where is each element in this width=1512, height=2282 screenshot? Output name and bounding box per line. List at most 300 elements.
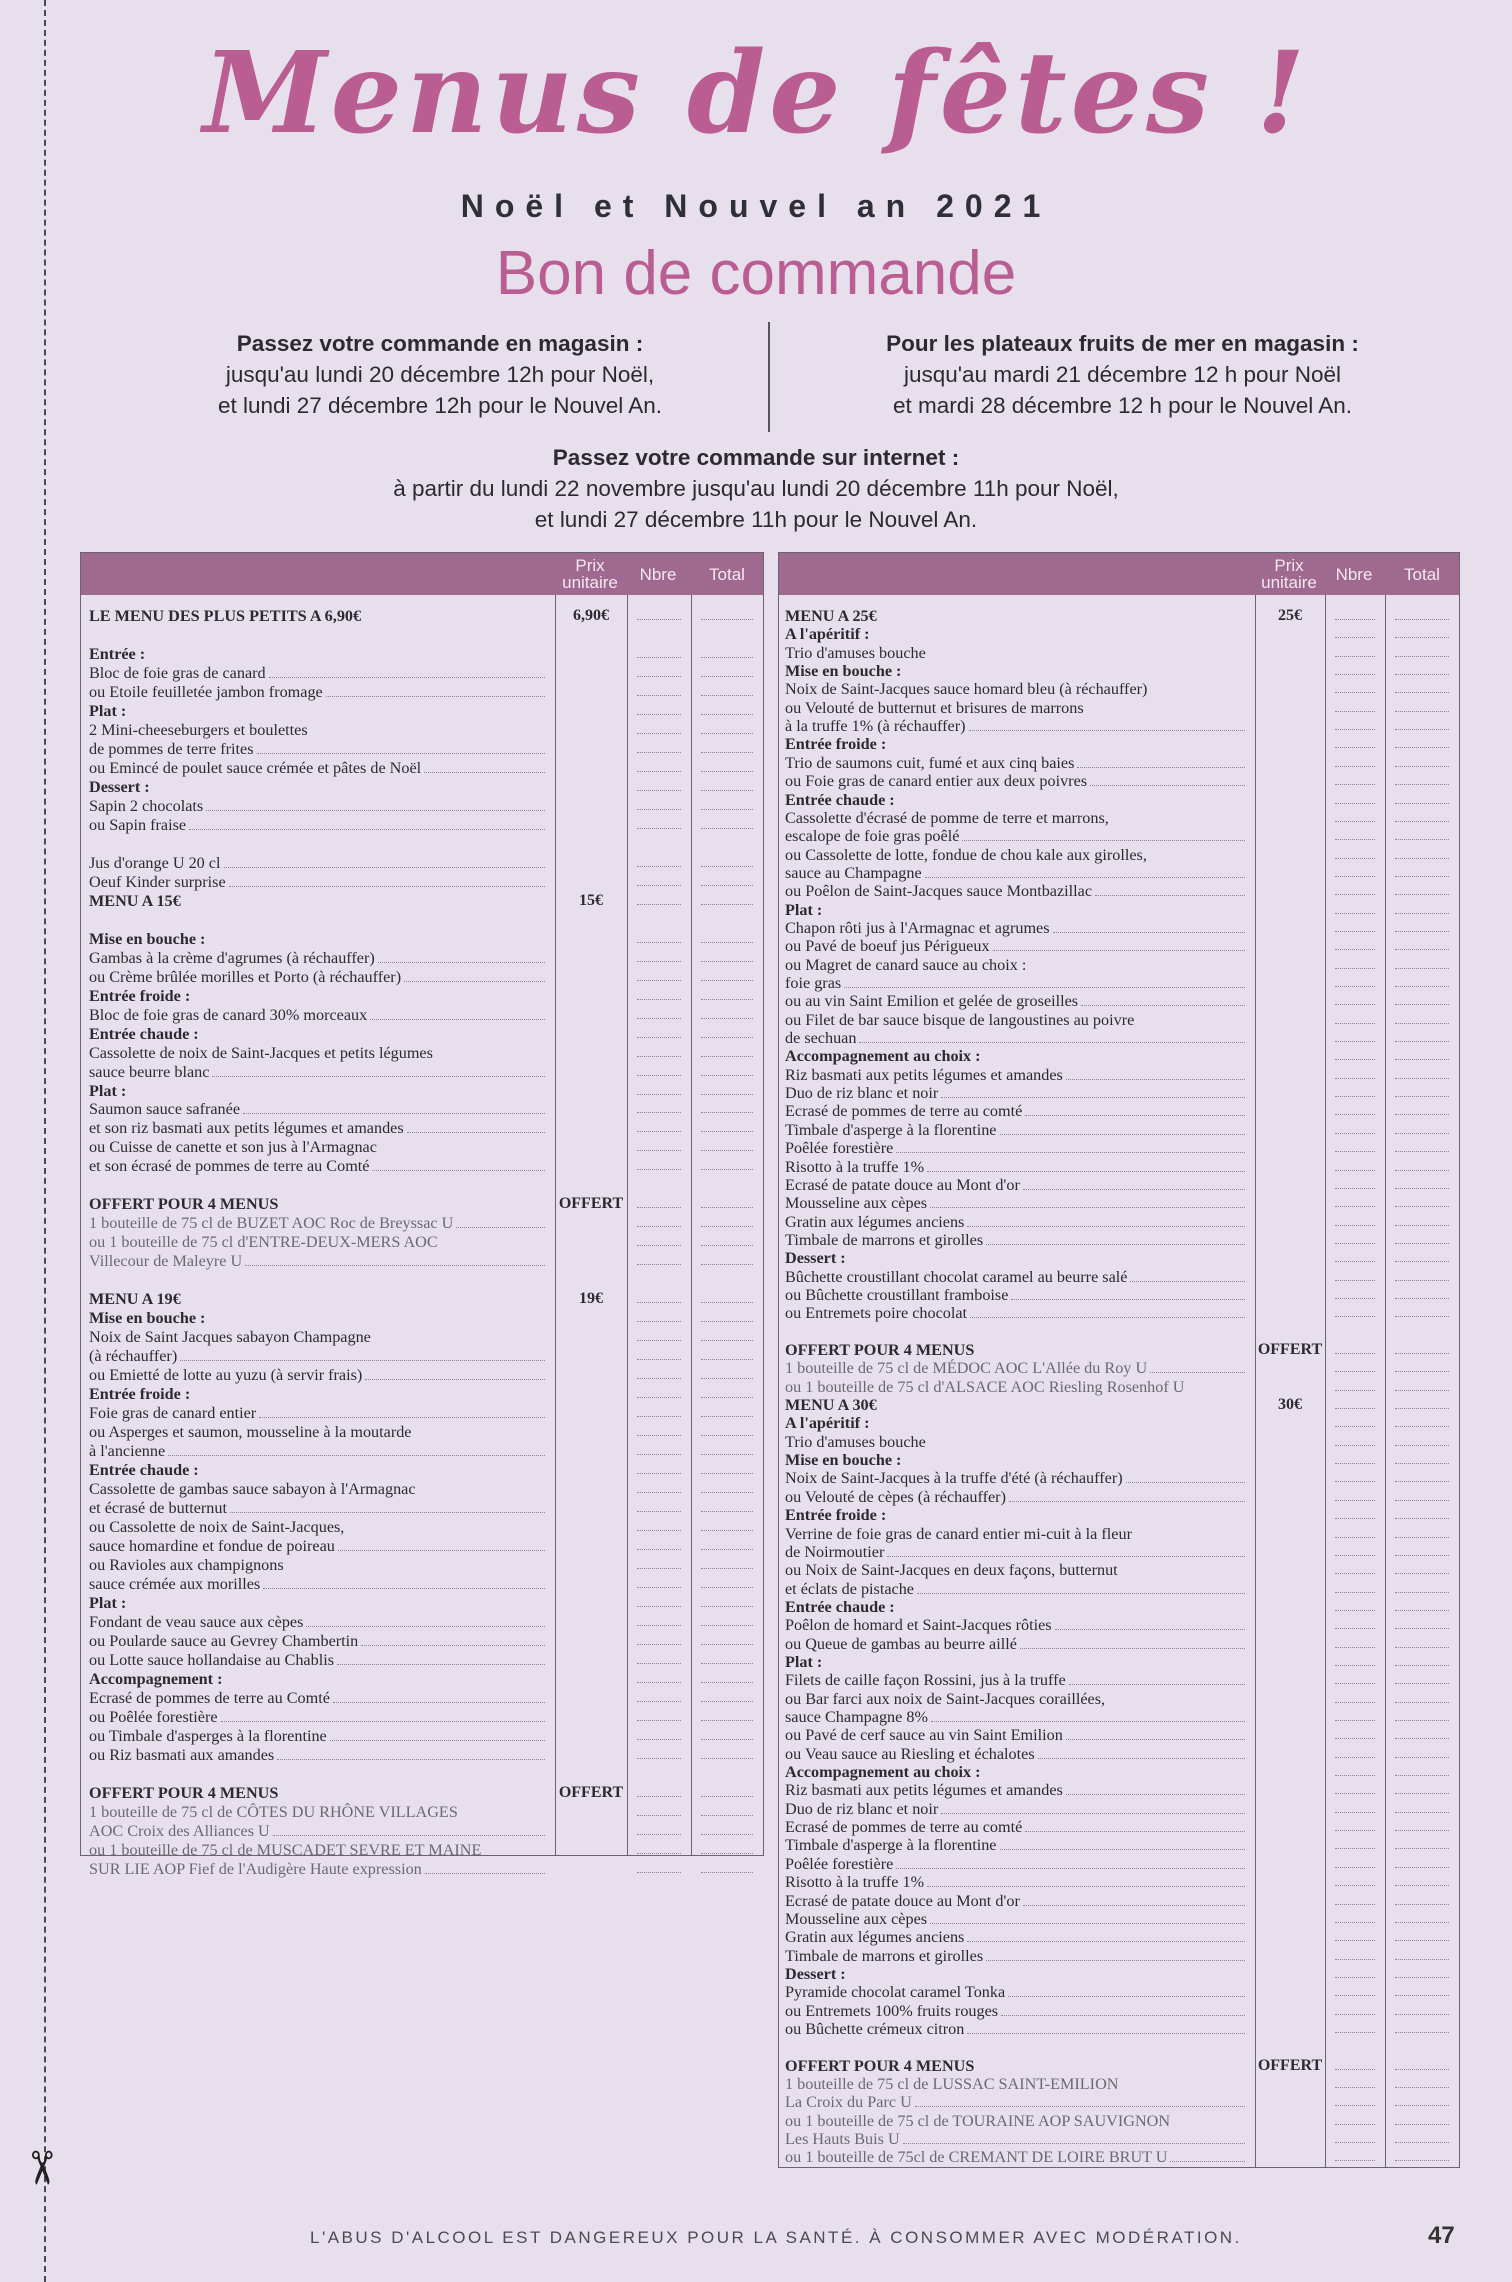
quantity-field[interactable] — [637, 904, 681, 905]
total-field[interactable] — [701, 1701, 753, 1702]
total-field[interactable] — [701, 733, 753, 734]
total-field[interactable] — [1395, 821, 1449, 822]
quantity-field[interactable] — [1335, 968, 1375, 969]
total-field[interactable] — [701, 1245, 753, 1246]
total-field[interactable] — [701, 1037, 753, 1038]
total-field[interactable] — [1395, 1463, 1449, 1464]
total-field[interactable] — [701, 714, 753, 715]
total-field[interactable] — [1395, 1757, 1449, 1758]
total-field[interactable] — [1395, 766, 1449, 767]
total-field[interactable] — [1395, 1353, 1449, 1354]
quantity-field[interactable] — [637, 1568, 681, 1569]
quantity-field[interactable] — [637, 1226, 681, 1227]
total-field[interactable] — [1395, 656, 1449, 657]
quantity-field[interactable] — [637, 676, 681, 677]
quantity-field[interactable] — [1335, 1610, 1375, 1611]
unit-price: OFFERT — [558, 1783, 624, 1801]
quantity-field[interactable] — [637, 1207, 681, 1208]
quantity-field[interactable] — [1335, 1977, 1375, 1978]
total-field[interactable] — [1395, 1261, 1449, 1262]
quantity-field[interactable] — [1335, 656, 1375, 657]
quantity-field[interactable] — [637, 828, 681, 829]
quantity-field[interactable] — [1335, 821, 1375, 822]
total-field[interactable] — [1395, 913, 1449, 914]
total-field[interactable] — [1395, 1518, 1449, 1519]
total-field[interactable] — [1395, 876, 1449, 877]
quantity-field[interactable] — [637, 980, 681, 981]
quantity-field[interactable] — [1335, 1830, 1375, 1831]
total-field[interactable] — [1395, 1371, 1449, 1372]
quantity-field[interactable] — [637, 1739, 681, 1740]
total-field[interactable] — [1395, 1481, 1449, 1482]
total-field[interactable] — [701, 866, 753, 867]
quantity-field[interactable] — [637, 1435, 681, 1436]
quantity-field[interactable] — [637, 1018, 681, 1019]
total-field[interactable] — [1395, 1922, 1449, 1923]
total-field[interactable] — [701, 1796, 753, 1797]
total-field[interactable] — [701, 1853, 753, 1854]
quantity-field[interactable] — [637, 657, 681, 658]
quantity-field[interactable] — [1335, 1206, 1375, 1207]
total-field[interactable] — [1395, 1206, 1449, 1207]
total-field[interactable] — [1395, 803, 1449, 804]
quantity-field[interactable] — [1335, 1280, 1375, 1281]
quantity-field[interactable] — [1335, 1133, 1375, 1134]
total-field[interactable] — [701, 1872, 753, 1873]
total-field[interactable] — [1395, 839, 1449, 840]
quantity-field[interactable] — [637, 1606, 681, 1607]
quantity-field[interactable] — [1335, 1225, 1375, 1226]
quantity-field[interactable] — [637, 999, 681, 1000]
total-field[interactable] — [701, 619, 753, 620]
total-field[interactable] — [701, 1644, 753, 1645]
total-field[interactable] — [1395, 1151, 1449, 1152]
quantity-field[interactable] — [637, 1416, 681, 1417]
total-field[interactable] — [1395, 1243, 1449, 1244]
total-field[interactable] — [1395, 1096, 1449, 1097]
total-field[interactable] — [701, 676, 753, 677]
total-field[interactable] — [701, 961, 753, 962]
leader-dots — [259, 1417, 545, 1418]
leader-dots — [930, 1923, 1245, 1924]
quantity-field[interactable] — [637, 1853, 681, 1854]
quantity-field[interactable] — [1335, 747, 1375, 748]
total-field[interactable] — [1395, 1647, 1449, 1648]
quantity-field[interactable] — [1335, 1004, 1375, 1005]
total-field[interactable] — [1395, 1793, 1449, 1794]
quantity-field[interactable] — [637, 1264, 681, 1265]
total-field[interactable] — [1395, 674, 1449, 675]
quantity-field[interactable] — [1335, 2032, 1375, 2033]
total-field[interactable] — [1395, 1904, 1449, 1905]
quantity-field[interactable] — [637, 1321, 681, 1322]
quantity-field[interactable] — [1335, 949, 1375, 950]
quantity-field[interactable] — [637, 1169, 681, 1170]
total-field[interactable] — [1395, 2069, 1449, 2070]
quantity-field[interactable] — [1335, 729, 1375, 730]
quantity-field[interactable] — [1335, 894, 1375, 895]
total-field[interactable] — [1395, 1720, 1449, 1721]
total-field[interactable] — [701, 1378, 753, 1379]
total-field[interactable] — [1395, 1940, 1449, 1941]
quantity-field[interactable] — [1335, 1316, 1375, 1317]
quantity-field[interactable] — [637, 1340, 681, 1341]
quantity-field[interactable] — [1335, 2069, 1375, 2070]
quantity-field[interactable] — [637, 1150, 681, 1151]
quantity-field[interactable] — [1335, 913, 1375, 914]
total-field[interactable] — [701, 771, 753, 772]
total-field[interactable] — [1395, 1592, 1449, 1593]
quantity-field[interactable] — [637, 1473, 681, 1474]
total-field[interactable] — [701, 1682, 753, 1683]
total-field[interactable] — [1395, 1426, 1449, 1427]
quantity-field[interactable] — [1335, 2087, 1375, 2088]
total-field[interactable] — [1395, 858, 1449, 859]
quantity-field[interactable] — [1335, 2160, 1375, 2161]
quantity-field[interactable] — [1335, 1628, 1375, 1629]
total-field[interactable] — [1395, 1537, 1449, 1538]
total-field[interactable] — [1395, 2032, 1449, 2033]
quantity-field[interactable] — [1335, 1738, 1375, 1739]
total-field[interactable] — [701, 1625, 753, 1626]
quantity-field[interactable] — [637, 619, 681, 620]
total-field[interactable] — [701, 1549, 753, 1550]
quantity-field[interactable] — [637, 1644, 681, 1645]
quantity-field[interactable] — [637, 1815, 681, 1816]
total-field[interactable] — [1395, 1298, 1449, 1299]
total-field[interactable] — [1395, 1610, 1449, 1611]
quantity-field[interactable] — [637, 1758, 681, 1759]
quantity-field[interactable] — [637, 1530, 681, 1531]
total-field[interactable] — [1395, 2087, 1449, 2088]
quantity-field[interactable] — [1335, 1848, 1375, 1849]
quantity-field[interactable] — [1335, 1426, 1375, 1427]
quantity-field[interactable] — [1335, 1555, 1375, 1556]
total-field[interactable] — [701, 942, 753, 943]
quantity-field[interactable] — [1335, 1059, 1375, 1060]
total-field[interactable] — [701, 828, 753, 829]
total-field[interactable] — [701, 1112, 753, 1113]
total-field[interactable] — [1395, 1977, 1449, 1978]
total-field[interactable] — [701, 1094, 753, 1095]
quantity-field[interactable] — [637, 1454, 681, 1455]
quantity-field[interactable] — [1335, 1904, 1375, 1905]
quantity-field[interactable] — [637, 1131, 681, 1132]
quantity-field[interactable] — [1335, 1665, 1375, 1666]
total-field[interactable] — [701, 1397, 753, 1398]
total-field[interactable] — [1395, 1555, 1449, 1556]
total-field[interactable] — [1395, 729, 1449, 730]
total-field[interactable] — [1395, 711, 1449, 712]
total-field[interactable] — [1395, 1059, 1449, 1060]
total-field[interactable] — [701, 1359, 753, 1360]
quantity-field[interactable] — [637, 1720, 681, 1721]
leader-dots — [967, 2033, 1245, 2034]
quantity-field[interactable] — [1335, 1445, 1375, 1446]
total-field[interactable] — [1395, 1445, 1449, 1446]
quantity-field[interactable] — [1335, 1922, 1375, 1923]
total-field[interactable] — [1395, 1004, 1449, 1005]
quantity-field[interactable] — [1335, 637, 1375, 638]
quantity-field[interactable] — [637, 695, 681, 696]
total-field[interactable] — [1395, 1738, 1449, 1739]
quantity-field[interactable] — [637, 1037, 681, 1038]
quantity-field[interactable] — [1335, 1959, 1375, 1960]
quantity-field[interactable] — [1335, 1390, 1375, 1391]
quantity-field[interactable] — [637, 942, 681, 943]
quantity-field[interactable] — [1335, 766, 1375, 767]
total-field[interactable] — [1395, 1775, 1449, 1776]
quantity-field[interactable] — [1335, 1683, 1375, 1684]
menu-item-text: Plat : — [785, 1652, 823, 1671]
total-field[interactable] — [701, 1169, 753, 1170]
quantity-field[interactable] — [1335, 876, 1375, 877]
total-field[interactable] — [701, 980, 753, 981]
quantity-field[interactable] — [637, 1663, 681, 1664]
total-field[interactable] — [1395, 1280, 1449, 1281]
total-field[interactable] — [1395, 1390, 1449, 1391]
quantity-field[interactable] — [1335, 1573, 1375, 1574]
quantity-field[interactable] — [1335, 1151, 1375, 1152]
quantity-field[interactable] — [1335, 1885, 1375, 1886]
quantity-field[interactable] — [637, 885, 681, 886]
total-field[interactable] — [1395, 1867, 1449, 1868]
quantity-field[interactable] — [637, 1701, 681, 1702]
total-field[interactable] — [1395, 1702, 1449, 1703]
quantity-field[interactable] — [637, 1492, 681, 1493]
total-field[interactable] — [1395, 692, 1449, 693]
total-field[interactable] — [701, 752, 753, 753]
total-field[interactable] — [1395, 931, 1449, 932]
total-field[interactable] — [1395, 1959, 1449, 1960]
total-field[interactable] — [701, 1606, 753, 1607]
quantity-field[interactable] — [1335, 1518, 1375, 1519]
quantity-field[interactable] — [1335, 1261, 1375, 1262]
quantity-field[interactable] — [1335, 2124, 1375, 2125]
quantity-field[interactable] — [1335, 931, 1375, 932]
total-field[interactable] — [1395, 1316, 1449, 1317]
leader-dots — [925, 877, 1245, 878]
total-field[interactable] — [701, 1739, 753, 1740]
total-field[interactable] — [701, 1075, 753, 1076]
quantity-field[interactable] — [1335, 692, 1375, 693]
total-field[interactable] — [1395, 1830, 1449, 1831]
quantity-field[interactable] — [1335, 1023, 1375, 1024]
quantity-field[interactable] — [1335, 803, 1375, 804]
total-field[interactable] — [1395, 784, 1449, 785]
total-field[interactable] — [701, 1663, 753, 1664]
quantity-field[interactable] — [1335, 1114, 1375, 1115]
total-field[interactable] — [1395, 2105, 1449, 2106]
quantity-field[interactable] — [1335, 2142, 1375, 2143]
quantity-field[interactable] — [637, 1056, 681, 1057]
quantity-field[interactable] — [1335, 1812, 1375, 1813]
total-field[interactable] — [1395, 1573, 1449, 1574]
quantity-field[interactable] — [637, 1245, 681, 1246]
total-field[interactable] — [1395, 1683, 1449, 1684]
total-field[interactable] — [701, 1207, 753, 1208]
total-field[interactable] — [1395, 747, 1449, 748]
menu-item-text: MENU A 30€ — [785, 1396, 877, 1415]
quantity-field[interactable] — [1335, 839, 1375, 840]
quantity-field[interactable] — [1335, 1481, 1375, 1482]
total-field[interactable] — [1395, 619, 1449, 620]
quantity-field[interactable] — [1335, 1371, 1375, 1372]
total-field[interactable] — [701, 999, 753, 1000]
total-field[interactable] — [701, 1018, 753, 1019]
total-field[interactable] — [701, 1131, 753, 1132]
quantity-field[interactable] — [1335, 1500, 1375, 1501]
table-header — [779, 553, 1459, 595]
total-field[interactable] — [1395, 1408, 1449, 1409]
total-field[interactable] — [701, 1834, 753, 1835]
total-field[interactable] — [1395, 1500, 1449, 1501]
quantity-field[interactable] — [1335, 619, 1375, 620]
total-field[interactable] — [701, 1454, 753, 1455]
quantity-field[interactable] — [637, 1511, 681, 1512]
quantity-field[interactable] — [637, 1112, 681, 1113]
quantity-field[interactable] — [1335, 1592, 1375, 1593]
quantity-field[interactable] — [1335, 1408, 1375, 1409]
total-field[interactable] — [701, 809, 753, 810]
total-field[interactable] — [1395, 637, 1449, 638]
quantity-field[interactable] — [1335, 986, 1375, 987]
quantity-field[interactable] — [1335, 1720, 1375, 1721]
total-field[interactable] — [701, 1720, 753, 1721]
quantity-field[interactable] — [1335, 1647, 1375, 1648]
quantity-field[interactable] — [1335, 1041, 1375, 1042]
quantity-field[interactable] — [1335, 1298, 1375, 1299]
quantity-field[interactable] — [1335, 1995, 1375, 1996]
total-field[interactable] — [1395, 1078, 1449, 1079]
total-field[interactable] — [701, 885, 753, 886]
total-field[interactable] — [1395, 2142, 1449, 2143]
quantity-field[interactable] — [1335, 1096, 1375, 1097]
quantity-field[interactable] — [1335, 784, 1375, 785]
total-field[interactable] — [701, 1321, 753, 1322]
quantity-field[interactable] — [1335, 1702, 1375, 1703]
total-field[interactable] — [1395, 1133, 1449, 1134]
total-field[interactable] — [701, 904, 753, 905]
quantity-field[interactable] — [637, 1549, 681, 1550]
quantity-field[interactable] — [1335, 1078, 1375, 1079]
total-field[interactable] — [701, 1264, 753, 1265]
total-field[interactable] — [701, 1758, 753, 1759]
quantity-field[interactable] — [637, 752, 681, 753]
quantity-field[interactable] — [637, 1397, 681, 1398]
total-field[interactable] — [1395, 1188, 1449, 1189]
quantity-field[interactable] — [1335, 674, 1375, 675]
quantity-field[interactable] — [1335, 2105, 1375, 2106]
quantity-field[interactable] — [637, 866, 681, 867]
total-field[interactable] — [1395, 1041, 1449, 1042]
total-field[interactable] — [1395, 1665, 1449, 1666]
total-field[interactable] — [1395, 986, 1449, 987]
quantity-field[interactable] — [1335, 1170, 1375, 1171]
quantity-field[interactable] — [1335, 711, 1375, 712]
total-field[interactable] — [1395, 1114, 1449, 1115]
quantity-field[interactable] — [1335, 1463, 1375, 1464]
total-field[interactable] — [1395, 1848, 1449, 1849]
quantity-field[interactable] — [1335, 858, 1375, 859]
quantity-field[interactable] — [637, 771, 681, 772]
total-field[interactable] — [1395, 1628, 1449, 1629]
menu-item-text: Accompagnement : — [89, 1669, 223, 1688]
total-field[interactable] — [1395, 2014, 1449, 2015]
total-field[interactable] — [701, 695, 753, 696]
quantity-field[interactable] — [637, 733, 681, 734]
total-field[interactable] — [1395, 2160, 1449, 2161]
quantity-field[interactable] — [637, 1872, 681, 1873]
total-field[interactable] — [1395, 1170, 1449, 1171]
total-field[interactable] — [1395, 1885, 1449, 1886]
total-field[interactable] — [701, 657, 753, 658]
leader-dots — [844, 987, 1245, 988]
quantity-field[interactable] — [1335, 1537, 1375, 1538]
total-field[interactable] — [701, 1226, 753, 1227]
quantity-field[interactable] — [637, 1094, 681, 1095]
total-field[interactable] — [1395, 949, 1449, 950]
total-field[interactable] — [1395, 968, 1449, 969]
total-field[interactable] — [701, 1492, 753, 1493]
total-field[interactable] — [701, 1587, 753, 1588]
quantity-field[interactable] — [637, 809, 681, 810]
total-field[interactable] — [701, 1416, 753, 1417]
quantity-field[interactable] — [637, 1587, 681, 1588]
total-field[interactable] — [701, 1473, 753, 1474]
total-field[interactable] — [1395, 894, 1449, 895]
total-field[interactable] — [1395, 1225, 1449, 1226]
quantity-field[interactable] — [1335, 1867, 1375, 1868]
total-field[interactable] — [701, 1568, 753, 1569]
total-field[interactable] — [1395, 1812, 1449, 1813]
quantity-field[interactable] — [637, 714, 681, 715]
total-field[interactable] — [701, 790, 753, 791]
quantity-field[interactable] — [637, 1302, 681, 1303]
quantity-field[interactable] — [1335, 1243, 1375, 1244]
leader-dots — [230, 1512, 545, 1513]
total-field[interactable] — [1395, 1023, 1449, 1024]
quantity-field[interactable] — [637, 1625, 681, 1626]
quantity-field[interactable] — [637, 961, 681, 962]
quantity-field[interactable] — [637, 1834, 681, 1835]
quantity-field[interactable] — [1335, 1188, 1375, 1189]
total-field[interactable] — [701, 1815, 753, 1816]
total-field[interactable] — [701, 1435, 753, 1436]
total-field[interactable] — [701, 1511, 753, 1512]
total-field[interactable] — [701, 1150, 753, 1151]
quantity-field[interactable] — [1335, 2014, 1375, 2015]
total-field[interactable] — [701, 1530, 753, 1531]
quantity-field[interactable] — [1335, 1793, 1375, 1794]
total-field[interactable] — [701, 1340, 753, 1341]
quantity-field[interactable] — [1335, 1353, 1375, 1354]
quantity-field[interactable] — [1335, 1775, 1375, 1776]
total-field[interactable] — [701, 1056, 753, 1057]
total-field[interactable] — [1395, 1995, 1449, 1996]
header-nbre: Nbre — [639, 564, 677, 584]
quantity-field[interactable] — [637, 790, 681, 791]
quantity-field[interactable] — [637, 1359, 681, 1360]
total-field[interactable] — [1395, 2124, 1449, 2125]
quantity-field[interactable] — [637, 1378, 681, 1379]
quantity-field[interactable] — [1335, 1757, 1375, 1758]
quantity-field[interactable] — [637, 1796, 681, 1797]
total-field[interactable] — [701, 1302, 753, 1303]
quantity-field[interactable] — [637, 1682, 681, 1683]
quantity-field[interactable] — [1335, 1940, 1375, 1941]
quantity-field[interactable] — [637, 1075, 681, 1076]
